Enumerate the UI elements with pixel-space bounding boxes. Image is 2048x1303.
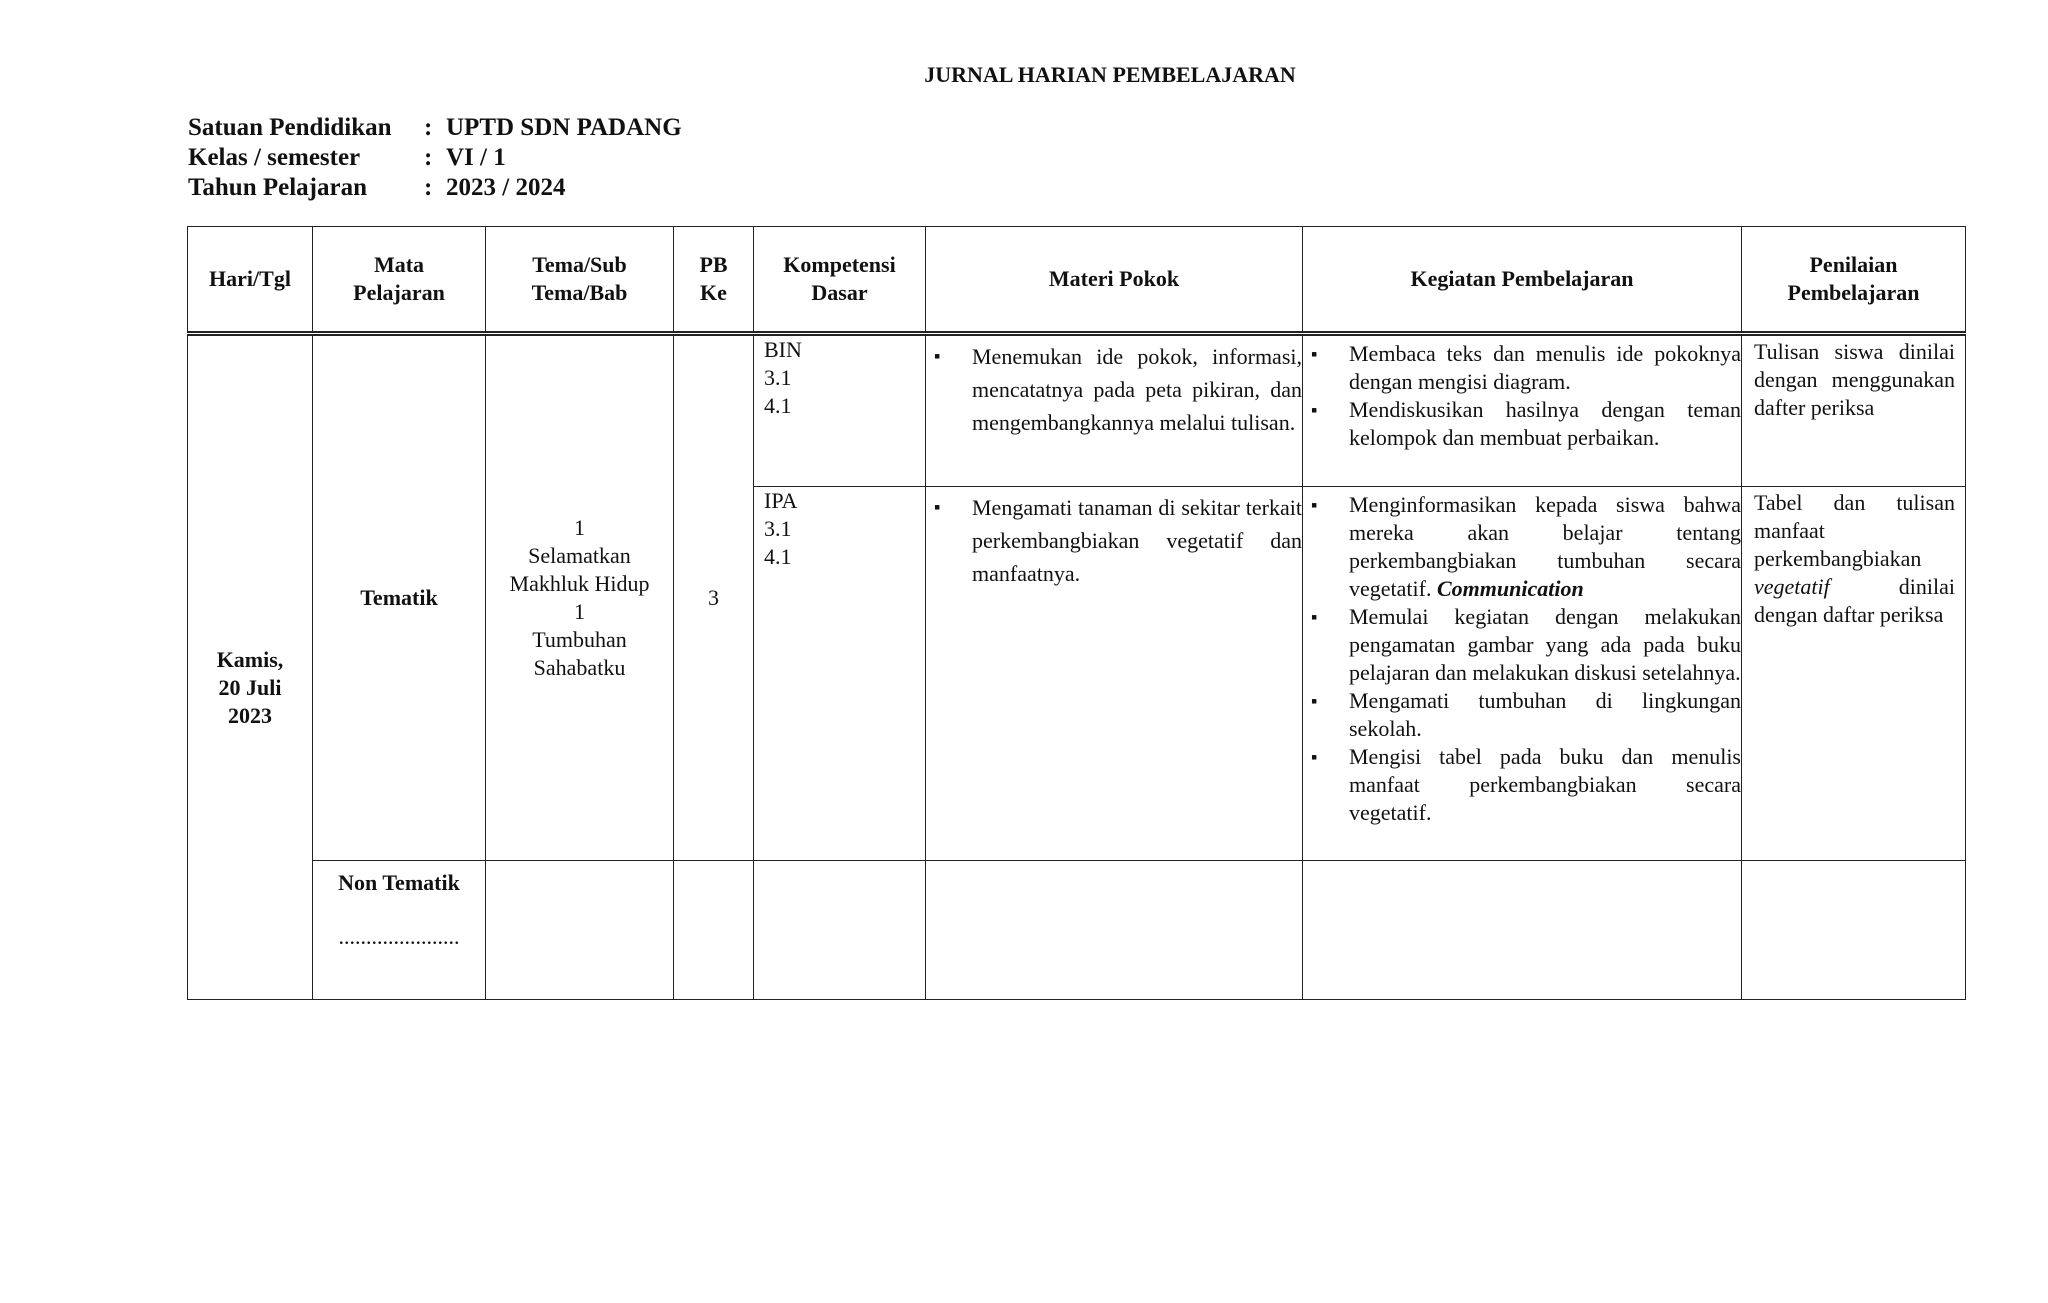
table-header-row [188,227,1966,334]
list-item: ▪ Mengamati tumbuhan di lingkungan sekolah. [1349,687,1741,743]
list-item: ▪ Mendiskusikan hasilnya dengan teman kelompok dan membuat perbaikan. [1349,396,1741,452]
cell-empty [926,861,1303,1000]
cell-mapel: Tematik [313,334,486,861]
list-item: ▪ Menginformasikan kepada siswa bahwa mereka akan belajar tentang perkembangbiakan tumbuhan secara vegetatif. Communication [1349,491,1741,603]
header-tema: Tema/Sub Tema/Bab [486,227,674,334]
list-item: ▪ Mengamati tanaman di sekitar terkait perkembangbiakan vegetatif dan manfaatnya. [972,491,1302,590]
meta-row-satuan: Satuan Pendidikan : UPTD SDN PADANG [188,114,682,141]
header-hari: Hari/Tgl [188,227,313,334]
list-item: ▪ Menemukan ide pokok, informasi, mencatatnya pada peta pikiran, dan mengembangkannya melalui tulisan. [972,340,1302,439]
cell-kd-ipa: IPA 3.1 4.1 [754,487,926,861]
cell-empty [486,861,674,1000]
cell-tema: 1 Selamatkan Makhluk Hidup 1 Tumbuhan Sahabatku [486,334,674,861]
header-mapel: Mata Pelajaran [313,227,486,334]
journal-table [187,226,1966,1000]
cell-materi-ipa [926,487,1303,861]
cell-penilaian-bin: Tulisan siswa dinilai dengan menggunakan dafter periksa [1742,334,1966,487]
cell-empty [674,861,754,1000]
identity-block [188,113,682,203]
header-penilaian: Penilaian Pembelajaran [1742,227,1966,334]
list-item: ▪ Membaca teks dan menulis ide pokoknya dengan mengisi diagram. [1349,340,1741,396]
table-row [188,861,1966,1000]
meta-row-tahun: Tahun Pelajaran : 2023 / 2024 [188,174,566,201]
table-row [188,334,1966,487]
header-materi: Materi Pokok [926,227,1303,334]
list-item: ▪ Mengisi tabel pada buku dan menulis manfaat perkembangbiakan secara vegetatif. [1349,743,1741,827]
cell-penilaian-ipa: Tabel dan tulisan manfaat perkembangbiakan vegetatif dinilai dengan daftar periksa [1742,487,1966,861]
cell-non-tematik: Non Tematik ...................... [313,861,486,1000]
header-kd: Kompetensi Dasar [754,227,926,334]
cell-materi-bin [926,334,1303,487]
cell-empty [1742,861,1966,1000]
cell-empty [1303,861,1742,1000]
header-pb: PB Ke [674,227,754,334]
cell-pb: 3 [674,334,754,861]
cell-kegiatan-bin [1303,334,1742,487]
cell-empty [754,861,926,1000]
cell-kd-bin: BIN 3.1 4.1 [754,334,926,487]
header-kegiatan: Kegiatan Pembelajaran [1303,227,1742,334]
list-item: ▪ Memulai kegiatan dengan melakukan pengamatan gambar yang ada pada buku pelajaran dan melakukan diskusi setelahnya. [1349,603,1741,687]
cell-hari: Kamis, 20 Juli 2023 [188,334,313,1000]
document-title: JURNAL HARIAN PEMBELAJARAN [924,62,1296,87]
cell-kegiatan-ipa [1303,487,1742,861]
meta-row-kelas: Kelas / semester : VI / 1 [188,144,506,171]
